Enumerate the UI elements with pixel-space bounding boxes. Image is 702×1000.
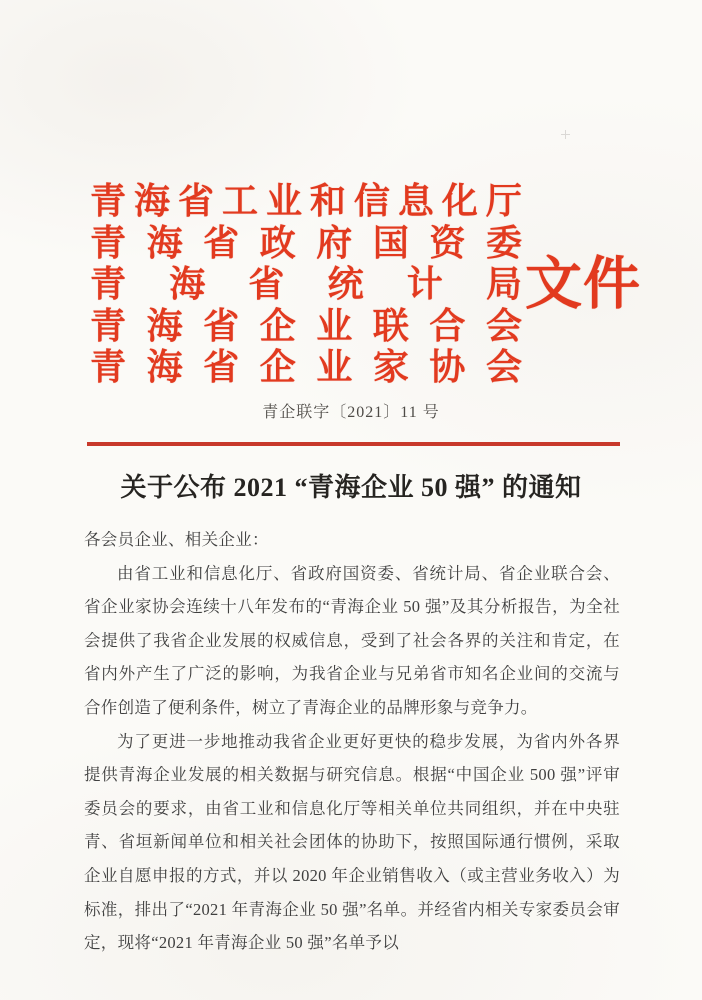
body-paragraph: 为了更进一步地推动我省企业更好更快的稳步发展，为省内外各界提供青海企业发展的相关数据与研究信息。根据“中国企业 500 强”评审委员会的要求，由省工业和信息化厅等相关单位共同组织，并在中央驻青、省垣新闻单位和相关社会团体的协助下，按照国际通行惯例，采取企业自愿申报的方式，并以 2020 年企业销售收入（或主营业务收入）为标准，排出了“2021 年青海企业 50 强”名单。并经省内相关专家委员会审定，现将“2021 年青海企业 50 强”名单予以 bbox=[84, 731, 620, 953]
document-title: 关于公布 2021 “青海企业 50 强” 的通知 bbox=[120, 473, 582, 502]
letterhead bbox=[90, 181, 641, 389]
letterhead-line: 青 海 省 企 业 联 合 会 bbox=[90, 305, 522, 346]
letterhead-line: 青 海 省 企 业 家 协 会 bbox=[90, 347, 522, 388]
letterhead-line: 青 海 省 工 业 和 信 息 化 厅 bbox=[90, 181, 522, 221]
body-paragraph: 由省工业和信息化厅、省政府国资委、省统计局、省企业联合会、省企业家协会连续十八年发布的“青海企业 50 强”及其分析报告，为全社会提供了我省企业发展的权威信息，受到了社会各界的关注和肯定，在省内外产生了广泛的影响，为我省企业与兄弟省市知名企业间的交流与合作创造了便利条件，树立了青海企业的品牌形象与竞争力。 bbox=[84, 563, 620, 717]
letterhead-line: 青 海 省 统 计 局 bbox=[90, 264, 522, 305]
letterhead-suffix-wenjian: 文件 bbox=[525, 253, 641, 317]
letterhead-line: 青 海 省 政 府 国 资 委 bbox=[90, 222, 522, 263]
scan-registration-mark bbox=[561, 130, 570, 139]
document-body bbox=[84, 523, 620, 960]
salutation: 各会员企业、相关企业： bbox=[84, 530, 269, 549]
letterhead-lines bbox=[90, 181, 522, 389]
document-reference-number: 青企联字〔2021〕11 号 bbox=[262, 404, 440, 421]
letterhead-red-rule bbox=[87, 442, 620, 446]
